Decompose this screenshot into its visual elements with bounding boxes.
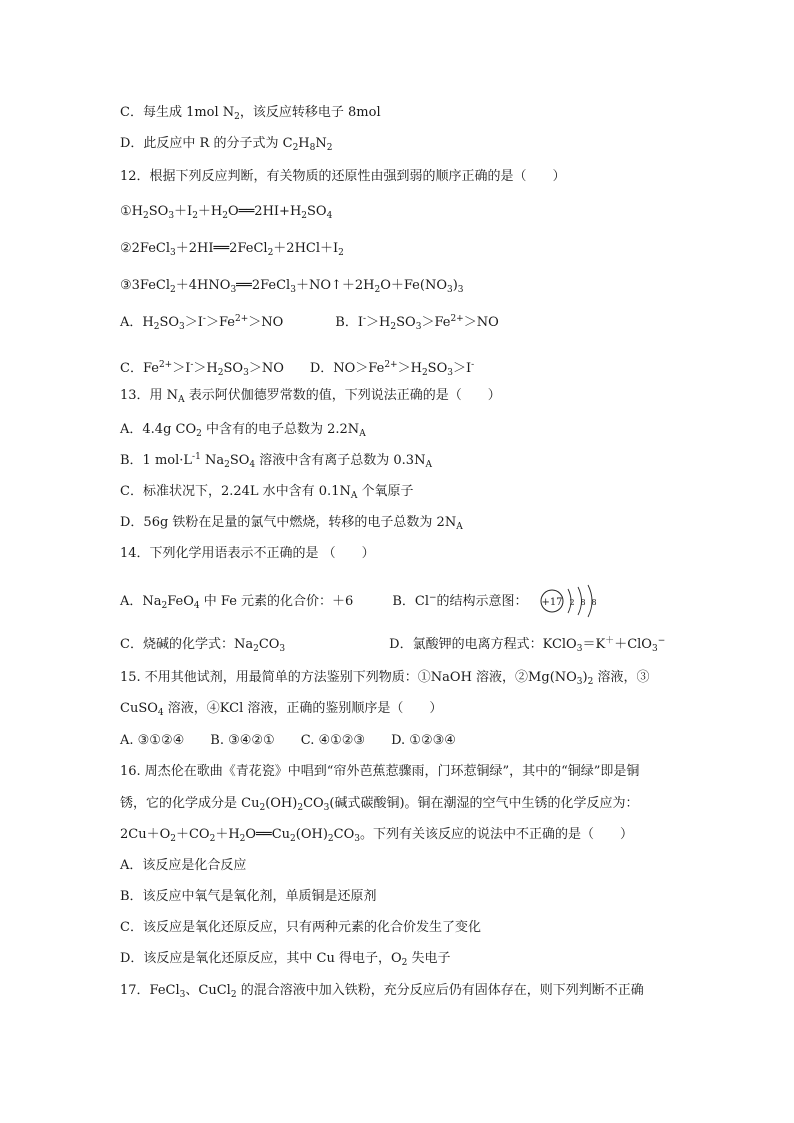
shell-2-count: 8 xyxy=(580,598,586,607)
option-16d: D．该反应是氧化还原反应，其中 Cu 得电子，$O_2$ 失电子 xyxy=(120,951,451,968)
options-14-cd: C．烧碱的化学式：$Na_2CO_3$ D．氯酸钾的电离方程式：KClO$_3$＝K＋＋ClO$_3$− xyxy=(120,636,666,654)
options-12-ab: A．$H_2SO_3>I^->Fe^{2+}>NO$ B．$I^->H_2SO_3>Fe^{2+}>NO$ xyxy=(120,314,499,332)
nucleus-charge: +17 xyxy=(541,597,563,608)
option-16a: A．该反应是化合反应 xyxy=(120,858,247,873)
shell-1-count: 2 xyxy=(569,598,575,607)
shell-3-count: 8 xyxy=(591,598,597,607)
reaction-1: $①H_2SO_3+I_2+H_2O══2HI+H_2SO_4$ xyxy=(120,204,333,221)
options-14-ab-text: A．$Na_2FeO_4$ 中 Fe 元素的化合价：＋6 B．Cl−的结构示意图： xyxy=(120,592,528,611)
question-16-stem-1: 16. 周杰伦在歌曲《青花瓷》中唱到“帘外芭蕉惹骤雨，门环惹铜绿”，其中的“铜绿”即是铜 xyxy=(120,764,640,779)
question-16-stem-2: 锈，它的化学成分是 $Cu_2(OH)_2CO_3$(碱式碳酸铜)。铜在潮湿的空气中生锈的化学反应为： xyxy=(120,796,639,813)
option-16c: C．该反应是氧化还原反应，只有两种元素的化合价发生了变化 xyxy=(120,920,481,935)
option-13d: D．56g 铁粉在足量的氯气中燃烧，转移的电子总数为 $2N_A$ xyxy=(120,515,463,532)
option-13b: B．1 $mol\cdot L^{-1}$ $Na_2SO_4$ 溶液中含有离子总数为 $0.3N_A$ xyxy=(120,452,432,470)
question-15-stem-2: CuSO$_4$ 溶液，④KCl 溶液，正确的鉴别顺序是（ ） xyxy=(120,701,443,718)
reaction-3: $③3FeCl_2+4HNO_3══2FeCl_3+NO↑+2H_2O+Fe(NO_3)_3$ xyxy=(120,278,464,295)
question-13-stem: 13．用 $N_A$ 表示阿伏伽德罗常数的值，下列说法正确的是（ ） xyxy=(120,388,501,405)
option-11c: C．每生成 1mol $N_2$，该反应转移电子 8mol xyxy=(120,105,381,122)
question-17-stem: 17．FeCl$_3$、CuCl$_2$ 的混合溶液中加入铁粉，充分反应后仍有固体存在，则下列判断不正确 xyxy=(120,983,644,1000)
reaction-2: $②2FeCl_3+2HI══2FeCl_2+2HCl+I_2$ xyxy=(120,241,344,258)
options-12-cd: C．$Fe^{2+}>I^->H_2SO_3>NO$ D．$NO>Fe^{2+}>H_2SO_3>I^-$ xyxy=(120,360,475,378)
option-11d: D．此反应中 R 的分子式为 $C_2H_8N_2$ xyxy=(120,136,333,153)
options-15: A. ③①②④ B. ③④②① C. ④①②③ D. ①②③④ xyxy=(120,733,456,748)
chloride-ion-structure-diagram xyxy=(538,584,610,618)
option-13a: A．4.4g $CO_2$ 中含有的电子总数为 $2.2N_A$ xyxy=(120,422,366,439)
option-13c: C．标准状况下，2.24L 水中含有 $0.1N_A$ 个氧原子 xyxy=(120,484,414,501)
question-15-stem-1: 15. 不用其他试剂，用最简单的方法鉴别下列物质：①NaOH 溶液，$②Mg(NO_3)_2$ 溶液，③ xyxy=(120,670,650,687)
question-12-stem: 12．根据下列反应判断，有关物质的还原性由强到弱的顺序正确的是（ ） xyxy=(120,169,566,184)
question-14-stem: 14．下列化学用语表示不正确的是 （ ） xyxy=(120,546,375,561)
option-16b: B．该反应中氧气是氧化剂，单质铜是还原剂 xyxy=(120,889,377,904)
question-16-stem-3: $2Cu+O_2+CO_2+H_2O══Cu_2(OH)_2CO_3$。下列有关该反应的说法中不正确的是（ ） xyxy=(120,827,634,844)
options-14-ab xyxy=(120,584,610,619)
